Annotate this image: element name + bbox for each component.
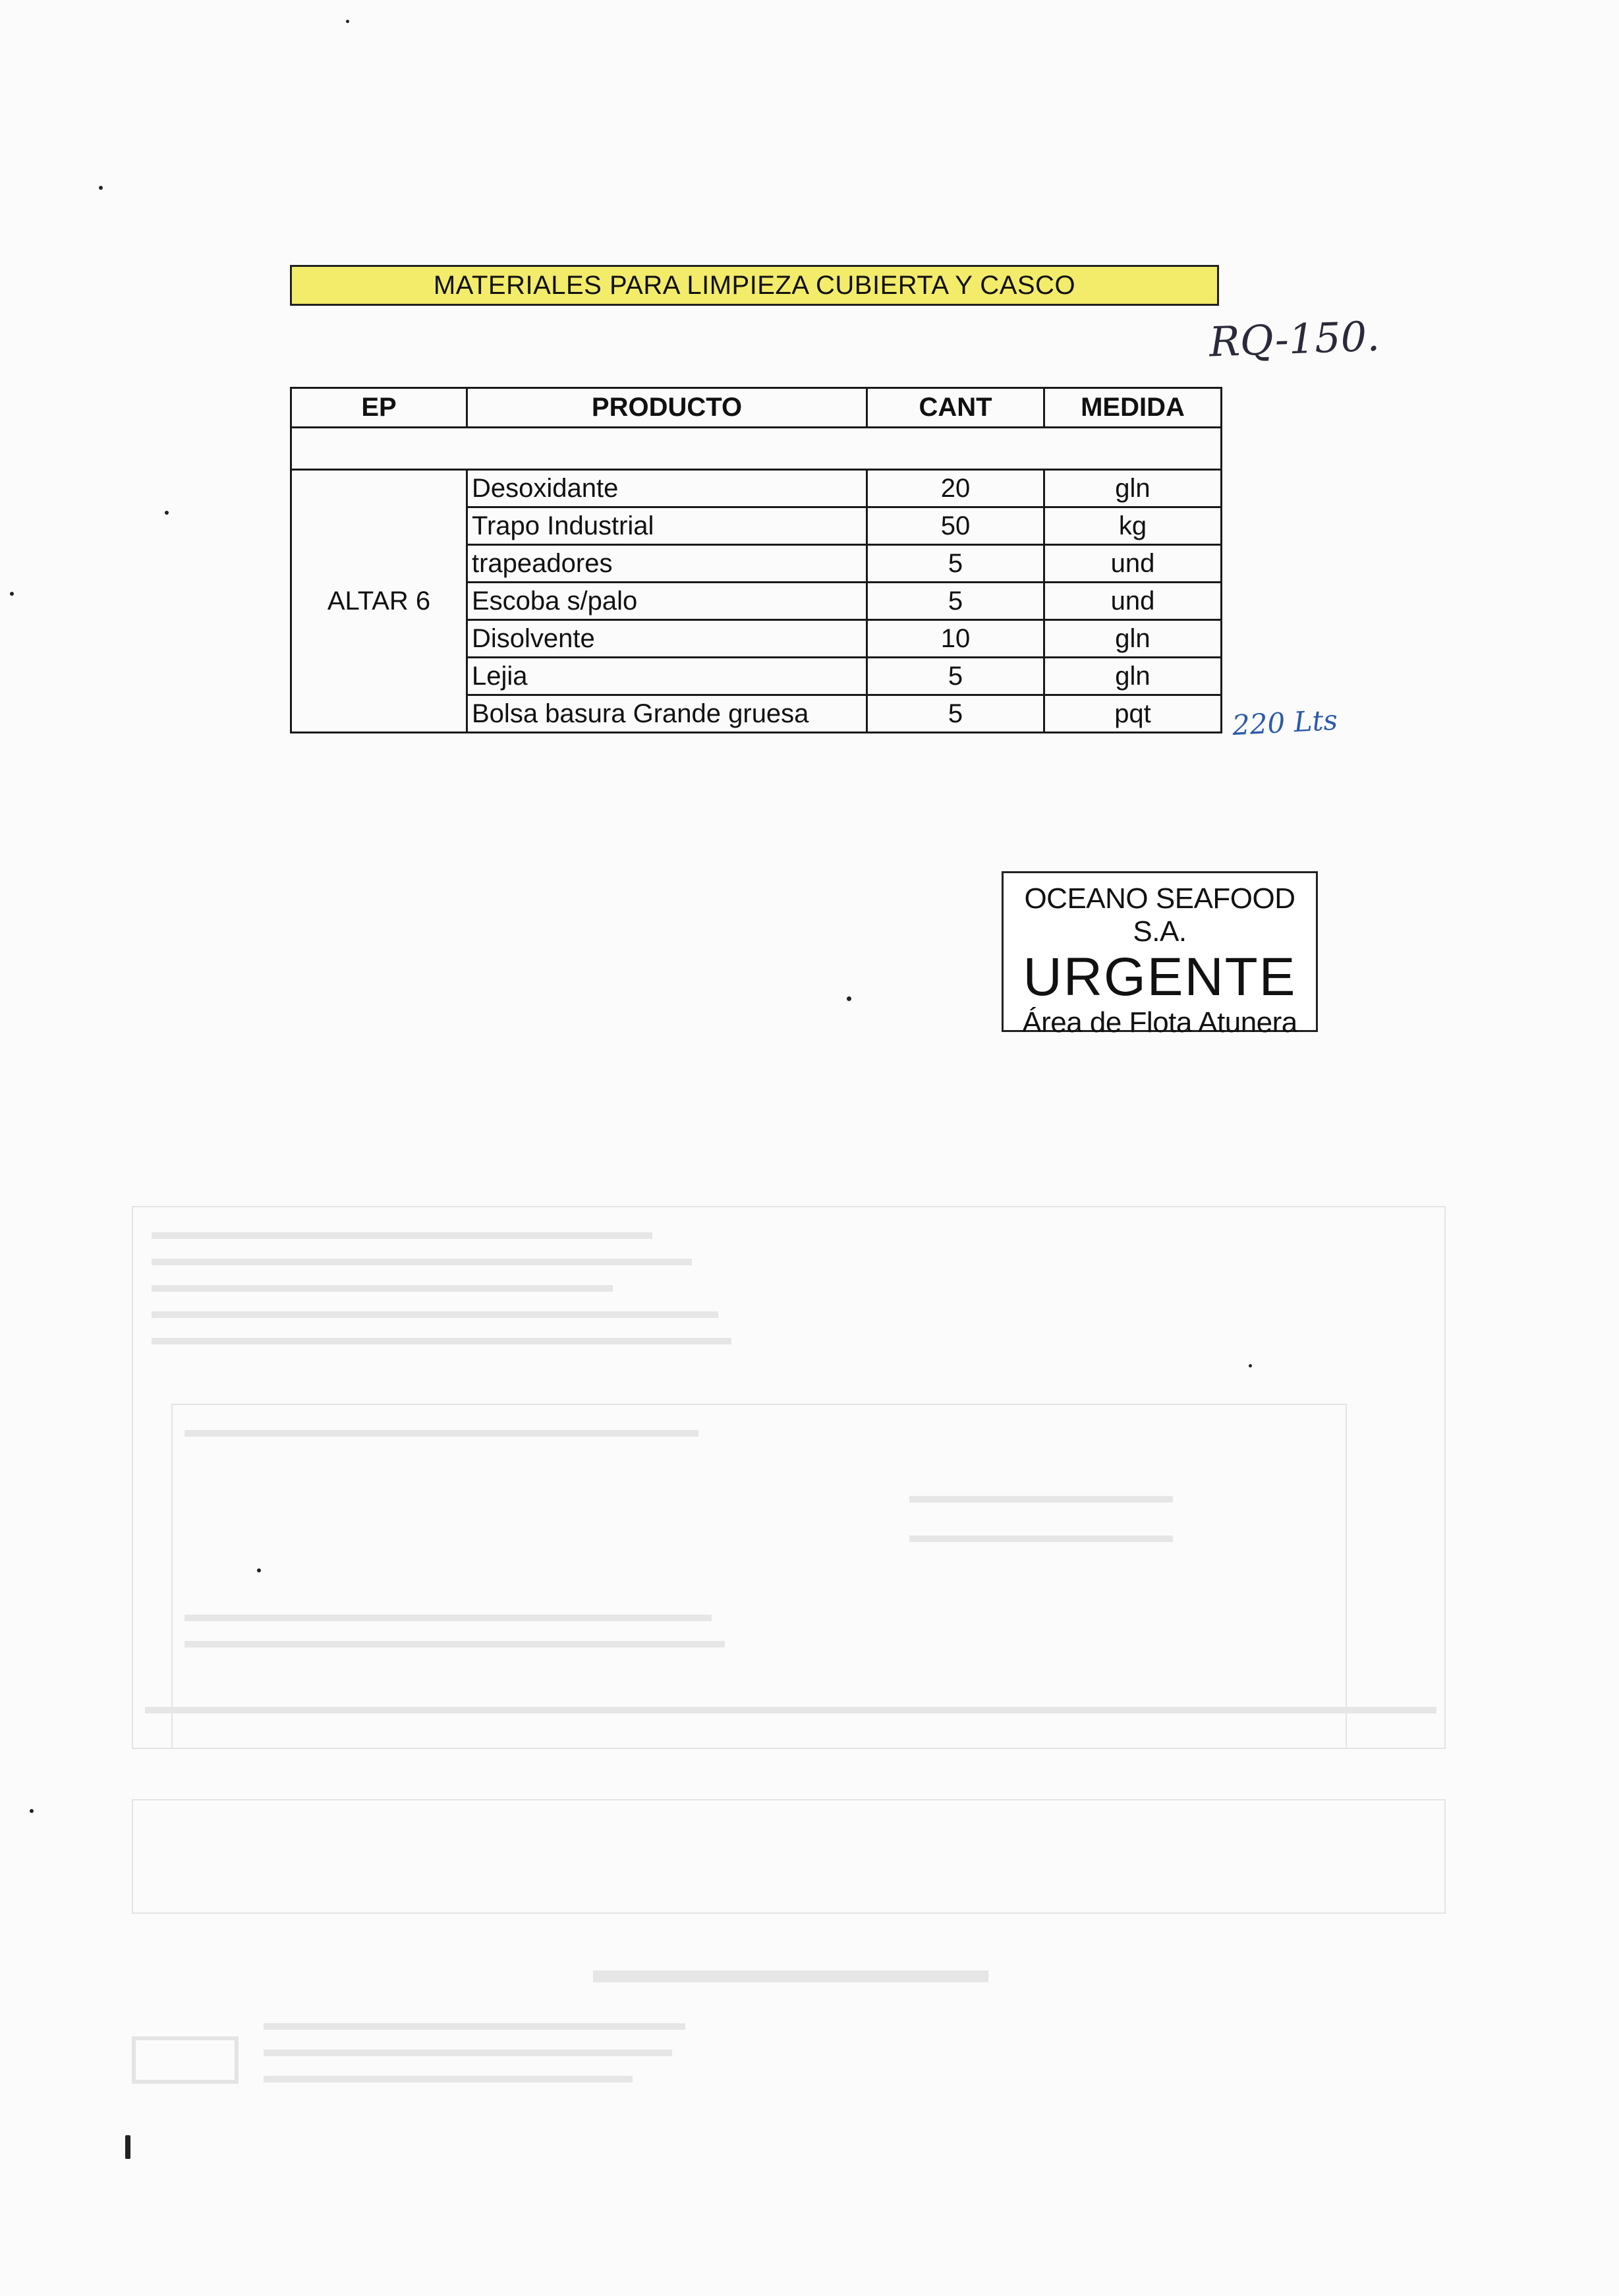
product-cell: Desoxidante	[467, 470, 867, 507]
unit-cell: pqt	[1044, 695, 1222, 733]
unit-cell: und	[1044, 583, 1222, 620]
scan-speck	[99, 186, 103, 190]
scan-speck	[165, 511, 169, 515]
scan-speck	[847, 996, 851, 1001]
product-cell: Bolsa basura Grande gruesa	[467, 695, 867, 733]
unit-cell: gln	[1044, 620, 1222, 658]
table-spacer-row	[291, 428, 1222, 470]
scan-mark	[125, 2135, 130, 2159]
ep-cell: ALTAR 6	[291, 470, 467, 733]
quantity-cell: 5	[867, 583, 1044, 620]
unit-cell: gln	[1044, 658, 1222, 695]
stamp-area: Área de Flota Atunera	[1022, 1006, 1297, 1039]
handwritten-total: 220 Lts	[1231, 703, 1339, 742]
quantity-cell: 20	[867, 470, 1044, 507]
materials-table	[290, 387, 1222, 733]
table-header-row	[291, 388, 1222, 428]
spacer-cell	[291, 428, 1222, 470]
quantity-cell: 10	[867, 620, 1044, 658]
urgent-stamp	[1002, 871, 1318, 1039]
header-cant: CANT	[867, 388, 1044, 428]
unit-cell: und	[1044, 545, 1222, 583]
header-medida: MEDIDA	[1044, 388, 1222, 428]
quantity-cell: 5	[867, 545, 1044, 583]
product-cell: trapeadores	[467, 545, 867, 583]
scan-speck	[10, 592, 14, 596]
product-cell: Trapo Industrial	[467, 507, 867, 545]
scan-speck	[346, 20, 349, 23]
quantity-cell: 5	[867, 695, 1044, 733]
scan-speck	[257, 1568, 261, 1572]
handwritten-reference: RQ-150.	[1208, 312, 1380, 366]
product-cell: Escoba s/palo	[467, 583, 867, 620]
table-row	[291, 470, 1222, 507]
product-cell: Disolvente	[467, 620, 867, 658]
quantity-cell: 50	[867, 507, 1044, 545]
unit-cell: kg	[1044, 507, 1222, 545]
product-cell: Lejia	[467, 658, 867, 695]
scan-speck	[30, 1809, 34, 1813]
stamp-status: URGENTE	[1023, 947, 1297, 1007]
stamp-company: OCEANO SEAFOOD S.A.	[1024, 882, 1295, 948]
bleed-through-ghost	[132, 1206, 1450, 2129]
document-title: MATERIALES PARA LIMPIEZA CUBIERTA Y CASCO	[290, 265, 1219, 306]
header-producto: PRODUCTO	[467, 388, 867, 428]
unit-cell: gln	[1044, 470, 1222, 507]
header-ep: EP	[291, 388, 467, 428]
scan-speck	[1249, 1364, 1252, 1367]
quantity-cell: 5	[867, 658, 1044, 695]
